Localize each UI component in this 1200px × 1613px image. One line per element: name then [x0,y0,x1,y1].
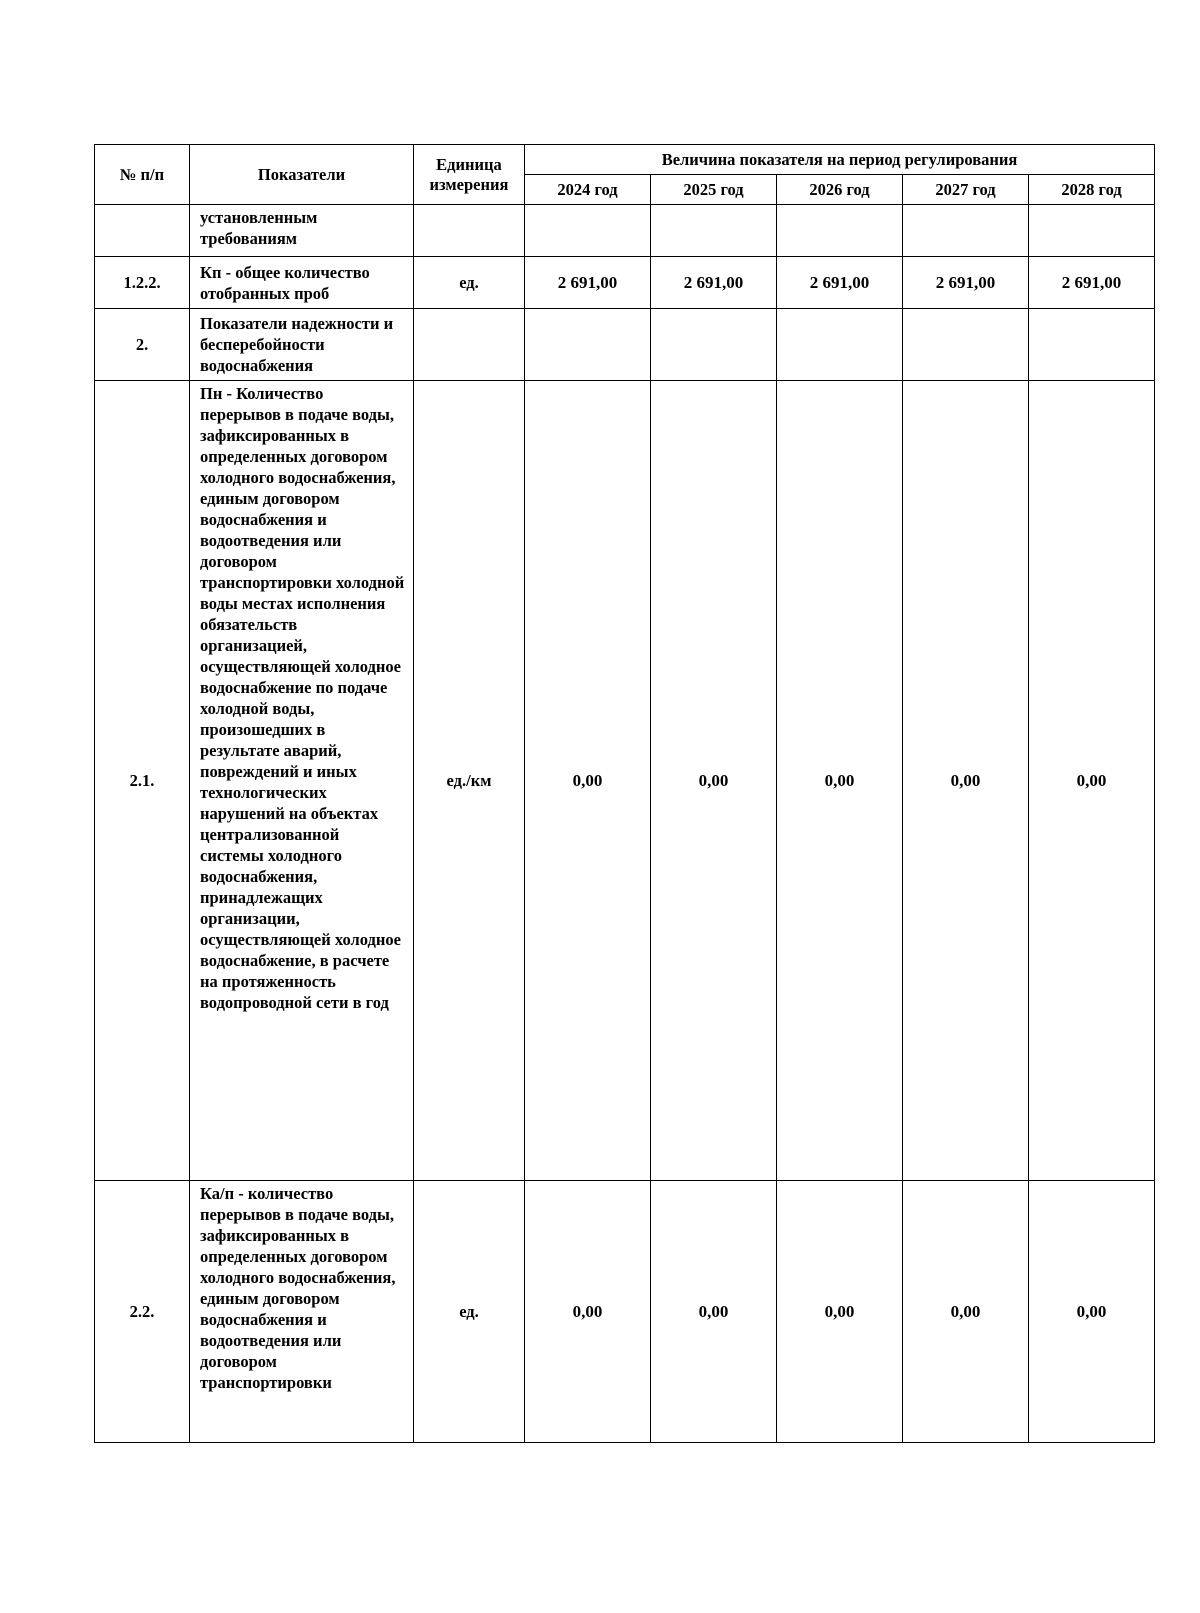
row-value-2025: 0,00 [651,381,777,1181]
row-value-2025 [651,309,777,381]
header-number: № п/п [95,145,190,205]
row-value-2024: 0,00 [525,1181,651,1443]
row-number: 2.1. [95,381,190,1181]
row-indicator: установленным требованиям [190,205,414,257]
row-value-2026: 0,00 [777,381,903,1181]
row-value-2028: 2 691,00 [1029,257,1155,309]
row-value-2028: 0,00 [1029,381,1155,1181]
header-unit: Единица измерения [414,145,525,205]
header-year-2028: 2028 год [1029,175,1155,205]
row-value-2027 [903,205,1029,257]
table-header [95,145,1155,205]
header-indicator: Показатели [190,145,414,205]
header-year-2027: 2027 год [903,175,1029,205]
row-value-2024: 0,00 [525,381,651,1181]
row-indicator: Показатели надежности и бесперебойности водоснабжения [190,309,414,381]
table-row [95,309,1155,381]
row-number [95,205,190,257]
row-number: 2. [95,309,190,381]
row-unit [414,309,525,381]
row-value-2026 [777,309,903,381]
row-value-2028 [1029,309,1155,381]
row-value-2027: 0,00 [903,1181,1029,1443]
row-unit [414,205,525,257]
row-unit: ед. [414,1181,525,1443]
row-number: 1.2.2. [95,257,190,309]
header-year-2026: 2026 год [777,175,903,205]
row-number: 2.2. [95,1181,190,1443]
header-year-2025: 2025 год [651,175,777,205]
row-value-2025: 0,00 [651,1181,777,1443]
row-value-2027 [903,309,1029,381]
table-body [95,205,1155,1443]
row-unit: ед./км [414,381,525,1181]
row-value-2026 [777,205,903,257]
table-row [95,1181,1155,1443]
row-unit: ед. [414,257,525,309]
row-value-2025: 2 691,00 [651,257,777,309]
table-row [95,381,1155,1181]
row-value-2028: 0,00 [1029,1181,1155,1443]
indicators-table [94,144,1155,1443]
row-indicator: Пн - Количество перерывов в подаче воды, зафиксированных в определенных договором холодного водоснабжения, единым договором водоснабжения и водоотведения или договором транспортировки холодной воды местах исполнения обязательств организацией, осуществляющей холодное водоснабжение по подаче холодной воды, произошедших в результате аварий, повреждений и иных технологических нарушений на объектах централизованной системы холодного водоснабжения, принадлежащих организации, осуществляющей холодное водоснабжение, в расчете на протяженность водопроводной сети в год [190,381,414,1181]
row-value-2027: 2 691,00 [903,257,1029,309]
row-value-2027: 0,00 [903,381,1029,1181]
table-row [95,205,1155,257]
row-indicator: Ка/п - количество перерывов в подаче воды, зафиксированных в определенных договором холодного водоснабжения, единым договором водоснабжения и водоотведения или договором транспортировки [190,1181,414,1443]
row-value-2026: 2 691,00 [777,257,903,309]
table-row [95,257,1155,309]
row-value-2028 [1029,205,1155,257]
row-value-2024 [525,205,651,257]
row-indicator: Кп - общее количество отобранных проб [190,257,414,309]
row-value-2024: 2 691,00 [525,257,651,309]
header-period: Величина показателя на период регулирования [525,145,1155,175]
header-year-2024: 2024 год [525,175,651,205]
row-value-2025 [651,205,777,257]
row-value-2026: 0,00 [777,1181,903,1443]
row-value-2024 [525,309,651,381]
header-row-top [95,145,1155,175]
